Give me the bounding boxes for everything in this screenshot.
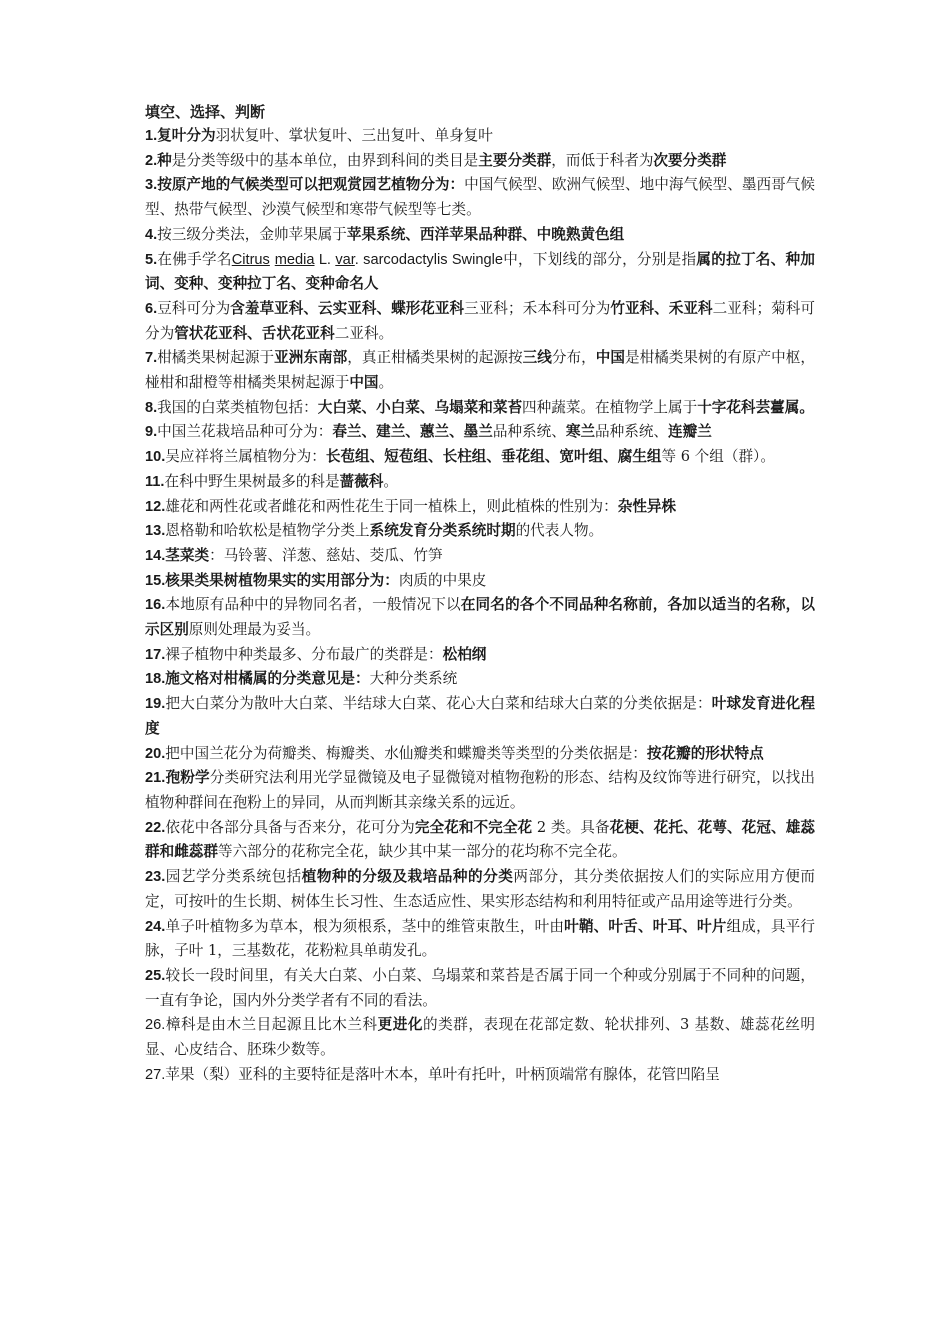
question-text: ，而低于科者为 bbox=[551, 151, 654, 169]
question-number: 20. bbox=[145, 745, 166, 762]
question-number: 10. bbox=[145, 449, 166, 466]
answer-text: 含羞草亚科、云实亚科、蝶形花亚科 bbox=[230, 299, 465, 317]
question-number: 16. bbox=[145, 597, 166, 614]
question-number: 22. bbox=[145, 819, 166, 836]
question-text: 裸子植物中种类最多、分布最广的类群是： bbox=[165, 645, 443, 663]
question-text: 分类研究法利用光学显微镜及电子显微镜对植物孢粉的形态、结构及纹饰等进行研究，以找出植物种群间在孢粉上的异同，从而判断其亲缘关系的远近。 bbox=[145, 769, 815, 811]
answer-text: 花梗、花托、花萼、花冠、雄蕊群和雌蕊群 bbox=[145, 818, 815, 861]
question-text: . sarcodactylis Swingle bbox=[354, 251, 503, 268]
question-text: 。 bbox=[383, 472, 399, 490]
question-item bbox=[145, 124, 815, 149]
question-text: var bbox=[335, 251, 355, 268]
question-text: 苹果（梨）亚科的主要特征是落叶木本，单叶有托叶，叶柄顶端常有腺体，花管凹陷呈 bbox=[165, 1065, 720, 1083]
answer-text: 孢粉学 bbox=[165, 769, 210, 787]
question-text: 我国的白菜类植物包括： bbox=[157, 398, 318, 416]
answer-text: 按原产地的气候类型可以把观赏园艺植物分为： bbox=[157, 176, 465, 194]
question-item bbox=[145, 1063, 815, 1088]
document-body bbox=[145, 100, 815, 1087]
question-text: 把大白菜分为散叶大白菜、半结球大白菜、花心大白菜和结球大白菜的分类依据是： bbox=[165, 695, 712, 713]
answer-text: 更进化 bbox=[377, 1016, 423, 1034]
answer-text: 竹亚科、禾亚科 bbox=[610, 299, 713, 317]
question-text: 中国兰花栽培品种可分为： bbox=[157, 423, 333, 441]
question-item bbox=[145, 248, 815, 297]
question-item bbox=[145, 742, 815, 767]
answer-text: 施文格对柑橘属的分类意见是： bbox=[165, 670, 370, 688]
question-number: 14. bbox=[145, 547, 166, 564]
question-text: 肉质的中果皮 bbox=[398, 571, 487, 589]
question-text: ：马铃薯、洋葱、慈姑、茭瓜、竹笋 bbox=[209, 546, 443, 564]
question-number: 2. bbox=[145, 152, 158, 169]
question-text: 的代表人物。 bbox=[515, 522, 604, 540]
question-text: 是柑橘类果树的有原产中枢，椪柑和甜橙等柑橘类果树起源于 bbox=[145, 349, 815, 392]
answer-text: 春兰、建兰、蕙兰、墨兰 bbox=[332, 423, 493, 441]
question-item bbox=[145, 149, 815, 174]
answer-text: 核果类果树植物果实的实用部分为： bbox=[165, 571, 399, 589]
question-item bbox=[145, 865, 815, 914]
question-text: 等 6 个组（群）。 bbox=[661, 448, 775, 466]
question-item bbox=[145, 495, 815, 520]
question-text: 恩格勒和哈软松是植物学分类上 bbox=[165, 522, 370, 540]
question-number: 12. bbox=[145, 498, 166, 515]
answer-text: 叶球发育进化程度 bbox=[145, 695, 815, 737]
answer-text: 大白菜、小白菜、乌塌菜和菜苔 bbox=[317, 398, 523, 416]
question-text: 二亚科。 bbox=[334, 324, 394, 342]
question-text: 羽状复叶、掌状复叶、三出复叶、单身复叶 bbox=[215, 127, 493, 144]
answer-text: 复叶分为 bbox=[157, 127, 216, 144]
answer-text: 在同名的各个不同品种名称前，各加以适当的名称，以示区别 bbox=[145, 596, 815, 639]
question-number: 5. bbox=[145, 251, 158, 268]
question-text: 雄花和两性花或者雌花和两性花生于同一植株上，则此植株的性别为： bbox=[165, 497, 618, 515]
question-item bbox=[145, 396, 815, 421]
question-text: 中国气候型、欧洲气候型、地中海气候型、墨西哥气候型、热带气候型、沙漠气候型和寒带气候型等七类。 bbox=[145, 176, 815, 219]
answer-text: 属的拉丁名、种加词、变种、变种拉丁名、变种命名人 bbox=[145, 250, 815, 293]
question-item bbox=[145, 816, 815, 865]
question-text: 在科中野生果树最多的科是 bbox=[164, 472, 340, 490]
question-text: 二亚科；菊科可分为 bbox=[145, 299, 815, 342]
question-text: ，真正柑橘类果树的起源按 bbox=[347, 349, 523, 367]
question-number: 25. bbox=[145, 967, 166, 984]
question-text: 。 bbox=[378, 374, 394, 392]
question-text: 分布， bbox=[551, 349, 596, 367]
answer-text: 种 bbox=[157, 151, 172, 169]
question-number: 23. bbox=[145, 869, 166, 886]
question-item bbox=[145, 593, 815, 642]
question-item bbox=[145, 420, 815, 445]
question-text: L. bbox=[314, 251, 336, 268]
question-text: 吴应祥将兰属植物分为： bbox=[165, 448, 326, 466]
answer-text: 杂性异株 bbox=[617, 497, 677, 515]
question-text: 依花中各部分具备与否来分，花可分为 bbox=[165, 818, 415, 836]
question-text: 本地原有品种中的异物同名者，一般情况下以 bbox=[165, 596, 461, 614]
question-number: 26. bbox=[145, 1017, 166, 1034]
question-text: 2 类。具备 bbox=[532, 818, 610, 836]
question-item bbox=[145, 297, 815, 346]
question-number: 13. bbox=[145, 523, 166, 540]
answer-text: 植物种的分级及栽培品种的分类 bbox=[301, 868, 514, 886]
question-item bbox=[145, 173, 815, 222]
question-number: 7. bbox=[145, 350, 158, 367]
question-number: 4. bbox=[145, 226, 158, 243]
question-text: 组成，具平行脉，子叶 1，三基数花，花粉粒具单萌发孔。 bbox=[145, 917, 815, 960]
answer-text: 次要分类群 bbox=[653, 151, 727, 169]
answer-text: 管状花亚科、舌状花亚科 bbox=[174, 324, 335, 342]
question-number: 17. bbox=[145, 646, 166, 663]
answer-text: 蔷薇科 bbox=[339, 472, 384, 490]
answer-text: 三线 bbox=[522, 349, 552, 367]
question-list bbox=[145, 124, 815, 1087]
question-text: 单子叶植物多为草本，根为须根系，茎中的维管束散生，叶由 bbox=[165, 917, 565, 935]
answer-text: 中国 bbox=[595, 349, 625, 367]
question-item bbox=[145, 223, 815, 248]
question-text: 较长一段时间里，有关大白菜、小白菜、乌塌菜和菜苔是否属于同一个种或分别属于不同种的问题，一直有争论，国内外分类学者有不同的看法。 bbox=[145, 966, 815, 1009]
question-text: 大种分类系统 bbox=[369, 670, 458, 688]
question-item bbox=[145, 1013, 815, 1062]
answer-text: 寒兰 bbox=[565, 423, 596, 441]
question-item bbox=[145, 544, 815, 569]
answer-text: 十字花科芸薹属。 bbox=[697, 398, 814, 416]
question-text: 豆科可分为 bbox=[157, 299, 231, 317]
answer-text: 松柏纲 bbox=[442, 645, 487, 663]
question-text: 三亚科；禾本科可分为 bbox=[464, 299, 611, 317]
question-number: 6. bbox=[145, 300, 158, 317]
question-text: media bbox=[274, 251, 315, 268]
question-text: 柑橘类果树起源于 bbox=[157, 349, 275, 367]
question-item bbox=[145, 470, 815, 495]
question-number: 1. bbox=[145, 128, 158, 144]
question-number: 9. bbox=[145, 424, 158, 441]
answer-text: 连瓣兰 bbox=[668, 423, 712, 441]
question-item bbox=[145, 667, 815, 692]
question-text: 两部分，其分类依据按人们的实际应用方便而定，可按叶的生长期、树体生长习性、生态适应性、果实形态结构和利用特征或产品用途等进行分类。 bbox=[145, 868, 815, 910]
question-item bbox=[145, 766, 815, 815]
question-text: 等六部分的花称完全花，缺少其中某一部分的花均称不完全花。 bbox=[217, 843, 627, 861]
question-text: 品种系统、 bbox=[492, 423, 566, 441]
page-title: 填空、选择、判断 bbox=[145, 103, 266, 121]
answer-text: 长苞组、短苞组、长柱组、垂花组、宽叶组、腐生组 bbox=[325, 448, 662, 466]
answer-text: 叶鞘、叶舌、叶耳、叶片 bbox=[564, 917, 727, 935]
answer-text: 系统发育分类系统时期 bbox=[369, 522, 516, 540]
question-number: 15. bbox=[145, 572, 166, 589]
question-number: 27. bbox=[145, 1066, 166, 1083]
answer-text: 茎菜类 bbox=[165, 546, 210, 564]
question-text: 的类群，表现在花部定数、轮状排列、3 基数、雄蕊花丝明显、心皮结合、胚珠少数等。 bbox=[145, 1016, 815, 1059]
question-item bbox=[145, 346, 815, 395]
question-item bbox=[145, 964, 815, 1013]
question-number: 24. bbox=[145, 918, 166, 935]
answer-text: 主要分类群 bbox=[478, 151, 552, 169]
answer-text: 苹果系统、西洋苹果品种群、中晚熟黄色组 bbox=[346, 225, 625, 243]
question-item bbox=[145, 519, 815, 544]
answer-text: 完全花和不完全花 bbox=[414, 818, 533, 836]
question-item bbox=[145, 445, 815, 470]
question-number: 19. bbox=[145, 696, 166, 713]
question-text: 按三级分类法，金帅苹果属于 bbox=[157, 225, 347, 243]
question-text: 品种系统、 bbox=[595, 423, 669, 441]
question-number: 3. bbox=[145, 177, 158, 194]
question-item bbox=[145, 643, 815, 668]
question-item bbox=[145, 915, 815, 964]
question-text: Citrus bbox=[231, 251, 270, 268]
question-text: 是分类等级中的基本单位，由界到科间的类目是 bbox=[171, 151, 479, 169]
question-number: 21. bbox=[145, 770, 166, 787]
question-text: 园艺学分类系统包括 bbox=[165, 868, 302, 886]
question-text: 原则处理最为妥当。 bbox=[188, 621, 321, 639]
question-text: 在佛手学名 bbox=[157, 250, 232, 268]
question-number: 8. bbox=[145, 399, 158, 416]
question-text: 把中国兰花分为荷瓣类、梅瓣类、水仙瓣类和蝶瓣类等类型的分类依据是： bbox=[165, 744, 647, 762]
question-text: 四种蔬菜。在植物学上属于 bbox=[522, 398, 698, 416]
question-number: 11. bbox=[145, 473, 165, 490]
answer-text: 中国 bbox=[349, 374, 379, 392]
answer-text: 按花瓣的形状特点 bbox=[646, 744, 764, 762]
answer-text: 亚洲东南部 bbox=[274, 349, 348, 367]
question-text: 樟科是由木兰目起源且比木兰科 bbox=[165, 1016, 378, 1034]
question-number: 18. bbox=[145, 671, 166, 688]
question-item bbox=[145, 569, 815, 594]
question-text: 中，下划线的部分，分别是指 bbox=[502, 250, 697, 268]
question-item bbox=[145, 692, 815, 741]
